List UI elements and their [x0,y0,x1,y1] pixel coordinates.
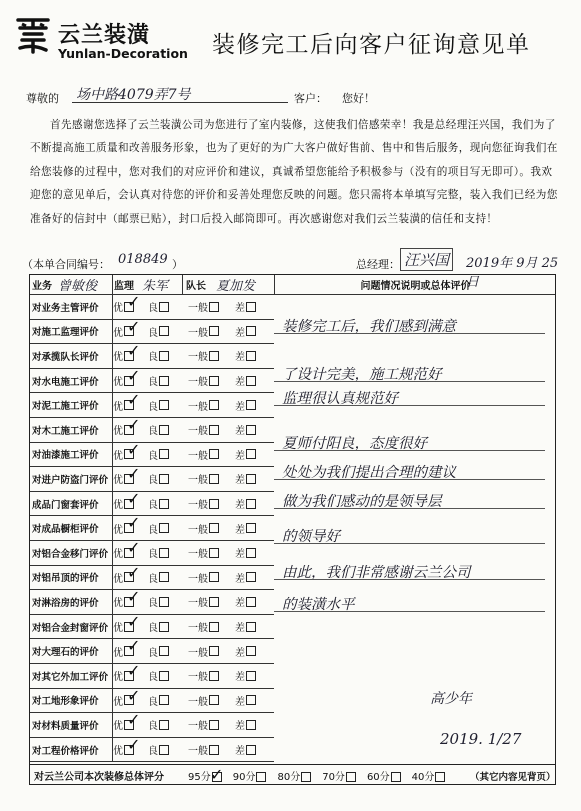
evaluation-row [30,365,274,394]
checkbox[interactable] [209,695,219,705]
rating-option-0[interactable]: 优 ✓ [113,734,141,758]
total-score-row [30,764,555,786]
rating-option-2[interactable]: 一般 [188,369,219,393]
rating-option-0[interactable]: 优 ✓ [113,710,141,733]
rating-option-0[interactable]: 优 ✓ [113,415,141,438]
checkbox[interactable] [246,523,256,533]
checkbox[interactable] [209,302,219,312]
check-mark-icon: ✓ [127,538,141,557]
row-label: 对泥工施工评价 [32,401,99,413]
leader-value: 夏加发 [216,279,256,294]
rating-option-3[interactable]: 差 [235,467,256,491]
checkbox[interactable] [246,351,256,361]
rating-option-2[interactable]: 一般 [188,738,219,762]
rating-option-2[interactable]: 一般 [188,713,219,737]
row-label: 对进户防盗门评价 [32,474,109,486]
row-label: 对铝合金封窗评价 [32,622,109,634]
row-label: 对材料质量评价 [32,720,99,732]
row-label: 对铝吊顶的评价 [32,573,99,585]
rating-option-1[interactable]: 良 [148,418,169,442]
rating-option-2[interactable]: 一般 [188,295,219,319]
checkbox[interactable] [159,572,169,582]
rating-option-1[interactable]: 良 [148,393,169,417]
evaluation-row [30,734,274,763]
checkbox[interactable] [159,646,169,656]
evaluation-row [30,636,274,664]
customer-label: 客户： [294,92,327,105]
checkbox[interactable] [246,499,256,509]
evaluation-row [30,562,274,591]
row-label: 对其它外加工评价 [32,671,109,683]
checkbox[interactable] [209,474,219,484]
check-mark-icon: ✓ [127,513,141,533]
rating-option-2[interactable]: 一般 [188,689,219,713]
checkbox[interactable] [159,302,169,312]
checkbox[interactable] [159,597,169,607]
rating-option-3[interactable]: 差 [235,689,256,713]
row-label: 对淋浴房的评价 [32,597,99,609]
rating-option-1[interactable]: 良 [148,369,169,393]
evaluation-row [30,488,274,517]
comment-text: 夏师付阳良，态度很好 [282,436,427,452]
rating-option-0[interactable]: 优 ✓ [113,464,141,487]
rating-option-1[interactable]: 良 [148,639,169,663]
check-mark-icon: ✓ [127,611,141,631]
check-mark-icon: ✓ [127,341,141,361]
checkbox[interactable] [209,499,219,509]
rating-option-0[interactable]: 优 ✓ [113,341,141,364]
sign-date: 2019年 9月 25日 [466,256,559,290]
rating-option-3[interactable]: 差 [235,393,256,417]
row-label: 对承揽队长评价 [32,351,99,363]
score-option[interactable]: 60分 [367,768,401,783]
evaluation-row [30,661,274,689]
customer-signature: 高少年 [430,691,472,707]
checkbox[interactable] [209,720,219,730]
rating-option-3[interactable]: 差 [235,492,256,516]
checkbox[interactable] [209,548,219,558]
check-mark-icon: ✓ [127,316,141,336]
evaluation-row [30,316,274,345]
rating-option-2[interactable]: 一般 [188,615,219,639]
comment-underline [274,508,545,509]
checkbox[interactable] [209,400,219,410]
checkbox[interactable] [159,671,169,681]
business-value: 曾敏俊 [58,279,98,294]
rating-option-3[interactable]: 差 [235,344,256,368]
comment-underline [274,333,545,334]
rating-option-0[interactable]: 优 ✓ [113,365,141,389]
checkbox[interactable] [246,646,256,656]
checkbox[interactable] [209,671,219,681]
evaluation-row [30,513,274,541]
checkbox[interactable] [246,622,256,632]
checkbox[interactable] [209,646,219,656]
rating-option-3[interactable]: 差 [235,369,256,393]
checkbox[interactable] [246,548,256,558]
rating-option-0[interactable]: 优 ✓ [113,587,141,610]
score-option[interactable]: 70分 [322,768,356,783]
checkbox[interactable] [435,772,445,782]
rating-option-1[interactable]: 良 [148,689,169,713]
checkbox[interactable] [246,449,256,459]
gm-label: 总经理： [356,258,400,271]
rating-option-2[interactable]: 一般 [188,320,219,344]
checkbox[interactable] [246,695,256,705]
rating-option-1[interactable]: 良 [148,492,169,516]
checkbox[interactable] [346,772,356,782]
rating-option-2[interactable]: 一般 [188,492,219,516]
rating-option-0[interactable]: 优 ✓ [113,292,141,315]
checkbox[interactable] [246,597,256,607]
evaluation-row [30,685,274,714]
greeting-prefix: 尊敬的 [26,92,59,105]
row-label: 对工程价格评价 [32,745,99,757]
rating-option-1[interactable]: 良 [148,590,169,614]
evaluation-row [30,611,274,640]
check-mark-icon: ✓ [127,488,141,508]
rating-option-2[interactable]: 一般 [188,393,219,417]
comment-text: 装修完工后，我们感到满意 [282,319,456,335]
rating-option-0[interactable]: 优 ✓ [113,488,141,512]
comment-text: 处处为我们提出合理的建议 [282,465,456,481]
rating-option-3[interactable]: 差 [235,615,256,639]
rating-option-0[interactable]: 优 ✓ [113,636,141,659]
checkbox[interactable] [159,400,169,410]
rating-option-2[interactable]: 一般 [188,344,219,368]
evaluation-row [30,292,274,320]
score-option[interactable]: 40分 [412,768,446,783]
check-mark-icon: ✓ [127,734,141,754]
evaluation-row [30,415,274,443]
checkbox[interactable] [159,425,169,435]
total-scores [188,765,468,786]
greeting-hello: 您好！ [342,92,375,105]
rating-option-0[interactable]: 优 ✓ [113,611,141,635]
rating-option-1[interactable]: 良 [148,443,169,467]
greeting-line [26,87,566,106]
checkbox[interactable] [246,326,256,336]
comment-underline [274,479,545,480]
row-label: 对大理石的评价 [32,647,99,659]
checkbox[interactable] [246,425,256,435]
table-header-row [30,275,555,295]
rating-option-1[interactable]: 良 [148,664,169,688]
checkbox[interactable] [159,449,169,459]
rating-option-1[interactable]: 良 [148,566,169,590]
checkbox[interactable] [159,695,169,705]
evaluation-row [30,341,274,369]
checkbox[interactable] [209,326,219,336]
checkbox[interactable] [159,622,169,632]
row-label: 对工地形象评价 [32,696,99,708]
rating-option-2[interactable]: 一般 [188,443,219,467]
rating-option-2[interactable]: 一般 [188,664,219,688]
checkbox[interactable] [246,376,256,386]
rating-option-0[interactable]: 优 ✓ [113,513,141,536]
checkbox[interactable] [209,572,219,582]
checkbox[interactable] [246,572,256,582]
rating-option-0[interactable]: 优 ✓ [113,685,141,708]
rating-option-0[interactable]: 优 ✓ [113,316,141,339]
comment-underline [274,450,545,451]
checkbox[interactable] [159,720,169,730]
yunlan-logo [14,14,52,54]
rating-option-1[interactable]: 良 [148,713,169,737]
evaluation-row [30,587,274,615]
rating-option-2[interactable]: 一般 [188,467,219,491]
checkbox[interactable] [301,772,311,782]
rating-option-1[interactable]: 良 [148,467,169,491]
rating-option-3[interactable]: 差 [235,443,256,467]
row-label: 对铝合金移门评价 [32,548,109,560]
row-label: 对施工监理评价 [32,327,99,339]
checkbox[interactable] [391,772,401,782]
check-mark-icon: ✓ [127,464,141,484]
checkbox[interactable] [209,449,219,459]
check-mark-icon: ✓ [127,710,141,730]
rating-option-3[interactable]: 差 [235,541,256,565]
rating-option-2[interactable]: 一般 [188,418,219,442]
rating-option-3[interactable]: 差 [235,566,256,590]
comment-text: 了设计完美，施工规范好 [282,367,442,383]
rating-option-1[interactable]: 良 [148,320,169,344]
comment-text: 的装潢水平 [282,597,355,613]
checkbox[interactable] [209,351,219,361]
rating-option-3[interactable]: 差 [235,639,256,663]
business-label: 业务 [32,281,52,292]
rating-option-0[interactable]: 优 ✓ [113,439,141,462]
checkbox[interactable] [159,523,169,533]
comment-header: 问题情况说明或总体评价 [360,281,471,292]
comment-text: 监理很认真规范好 [282,391,398,407]
check-mark-icon: ✓ [127,661,141,680]
rating-option-3[interactable]: 差 [235,516,256,540]
evaluation-row [30,538,274,566]
rating-option-0[interactable]: 优 ✓ [113,538,141,561]
checkbox[interactable] [209,597,219,607]
checkbox[interactable] [159,376,169,386]
evaluation-row [30,390,274,418]
check-mark-icon: ✓ [127,587,141,607]
comment-text: 由此，我们非常感谢云兰公司 [282,565,471,581]
rating-option-1[interactable]: 良 [148,541,169,565]
checkbox[interactable] [246,671,256,681]
row-label: 对木工施工评价 [32,425,99,437]
comment-text: 的领导好 [282,529,340,545]
checkbox[interactable] [256,772,266,782]
evaluation-table [29,274,556,785]
check-mark-icon: ✓ [210,765,224,784]
customer-date: 2019. 1/27 [440,730,522,748]
supervisor-label: 监理 [114,281,134,292]
rating-option-3[interactable]: 差 [235,320,256,344]
checkbox[interactable] [246,400,256,410]
rating-option-3[interactable]: 差 [235,738,256,762]
row-label: 对水电施工评价 [32,376,99,388]
leader-label: 队长 [186,281,206,292]
score-option[interactable]: 90分 [233,768,267,783]
checkbox[interactable] [209,425,219,435]
rating-option-1[interactable]: 良 [148,738,169,762]
checkbox[interactable] [246,720,256,730]
row-label: 对业务主管评价 [32,302,99,314]
check-mark-icon: ✓ [127,415,141,434]
total-label: 对云兰公司本次装修总体评分 [34,772,164,783]
comment-underline [274,381,545,382]
rating-option-3[interactable]: 差 [235,590,256,614]
check-mark-icon: ✓ [127,390,141,410]
check-mark-icon: ✓ [127,365,141,385]
evaluation-row [30,710,274,738]
rating-option-0[interactable]: 优 ✓ [113,390,141,413]
rating-option-3[interactable]: 差 [235,418,256,442]
brand-name-cn: 云兰装潢 [58,23,151,48]
rating-option-0[interactable]: 优 ✓ [113,661,141,684]
checkbox[interactable] [159,326,169,336]
gm-signature: 汪兴国 [400,248,453,271]
checkbox[interactable] [159,745,169,755]
total-note: （其它内容见背页） [470,771,556,783]
score-option[interactable]: 80分 [277,768,311,783]
comment-underline [274,543,545,544]
contract-number: 018849 [118,252,168,267]
comment-underline [274,611,545,612]
check-mark-icon: ✓ [127,562,141,582]
check-mark-icon: ✓ [127,685,141,705]
checkbox[interactable] [209,523,219,533]
checkbox[interactable] [159,351,169,361]
check-mark-icon: ✓ [127,439,141,459]
row-label: 成品门窗套评价 [32,499,99,511]
comment-underline [274,579,545,580]
comment-text: 做为我们感动的是领导层 [282,494,442,510]
rating-option-2[interactable]: 一般 [188,541,219,565]
checkbox[interactable] [159,548,169,558]
contract-label: （本单合同编号： [22,258,110,271]
rating-option-2[interactable]: 一般 [188,590,219,614]
checkbox[interactable] [246,745,256,755]
rating-option-2[interactable]: 一般 [188,566,219,590]
rating-option-0[interactable]: 优 ✓ [113,562,141,585]
rating-option-2[interactable]: 一般 [188,639,219,663]
letter-body: 首先感谢您选择了云兰装潢公司为您进行了室内装修，这使我们倍感荣幸！我是总经理汪兴国，我们为了不断提高施工质量和改善服务形象，也为了更好的为广大客户做好售前、售中和售后服务，现向您征询我们在给您装修的过程中，您对我们的对应评价和建议，真诚希望您能给予积极参与（没有的项目写无即可）。我欢迎您的意见单后，会认真对待您的评价和妥善处理您反映的问题。您只需将本单填写完整，装入我们已经为您准备好的信封中（邮票已贴），封口后投入邮筒即可。再次感谢您对我们云兰装潢的信任和支持！ [30,119,558,225]
evaluation-row [30,439,274,468]
check-mark-icon: ✓ [127,636,141,656]
evaluation-row [30,464,274,492]
rating-option-1[interactable]: 良 [148,516,169,540]
checkbox[interactable] [246,302,256,312]
address-underline [72,102,288,103]
rating-option-3[interactable]: 差 [235,713,256,737]
customer-address: 场中路4079弄7号 [76,87,191,103]
supervisor-value: 朱军 [142,279,169,294]
form-title: 装修完工后向客户征询意见单 [212,32,531,58]
checkbox[interactable] [209,622,219,632]
row-label: 对成品橱柜评价 [32,524,99,536]
rating-option-1[interactable]: 良 [148,615,169,639]
row-label: 对油漆施工评价 [32,450,99,462]
rating-option-1[interactable]: 良 [148,295,169,319]
rating-option-3[interactable]: 差 [235,664,256,688]
rating-option-2[interactable]: 一般 [188,516,219,540]
check-mark-icon: ✓ [127,292,141,311]
contract-close: ） [172,258,183,271]
checkbox[interactable] [209,745,219,755]
brand-name-en: Yunlan-Decoration [58,46,188,61]
rating-option-3[interactable]: 差 [235,295,256,319]
checkbox[interactable] [246,474,256,484]
checkbox[interactable] [159,499,169,509]
comment-underline [274,405,545,406]
checkbox[interactable] [159,474,169,484]
rating-option-1[interactable]: 良 [148,344,169,368]
checkbox[interactable] [209,376,219,386]
score-option[interactable]: 95分 ✓ [188,765,224,784]
